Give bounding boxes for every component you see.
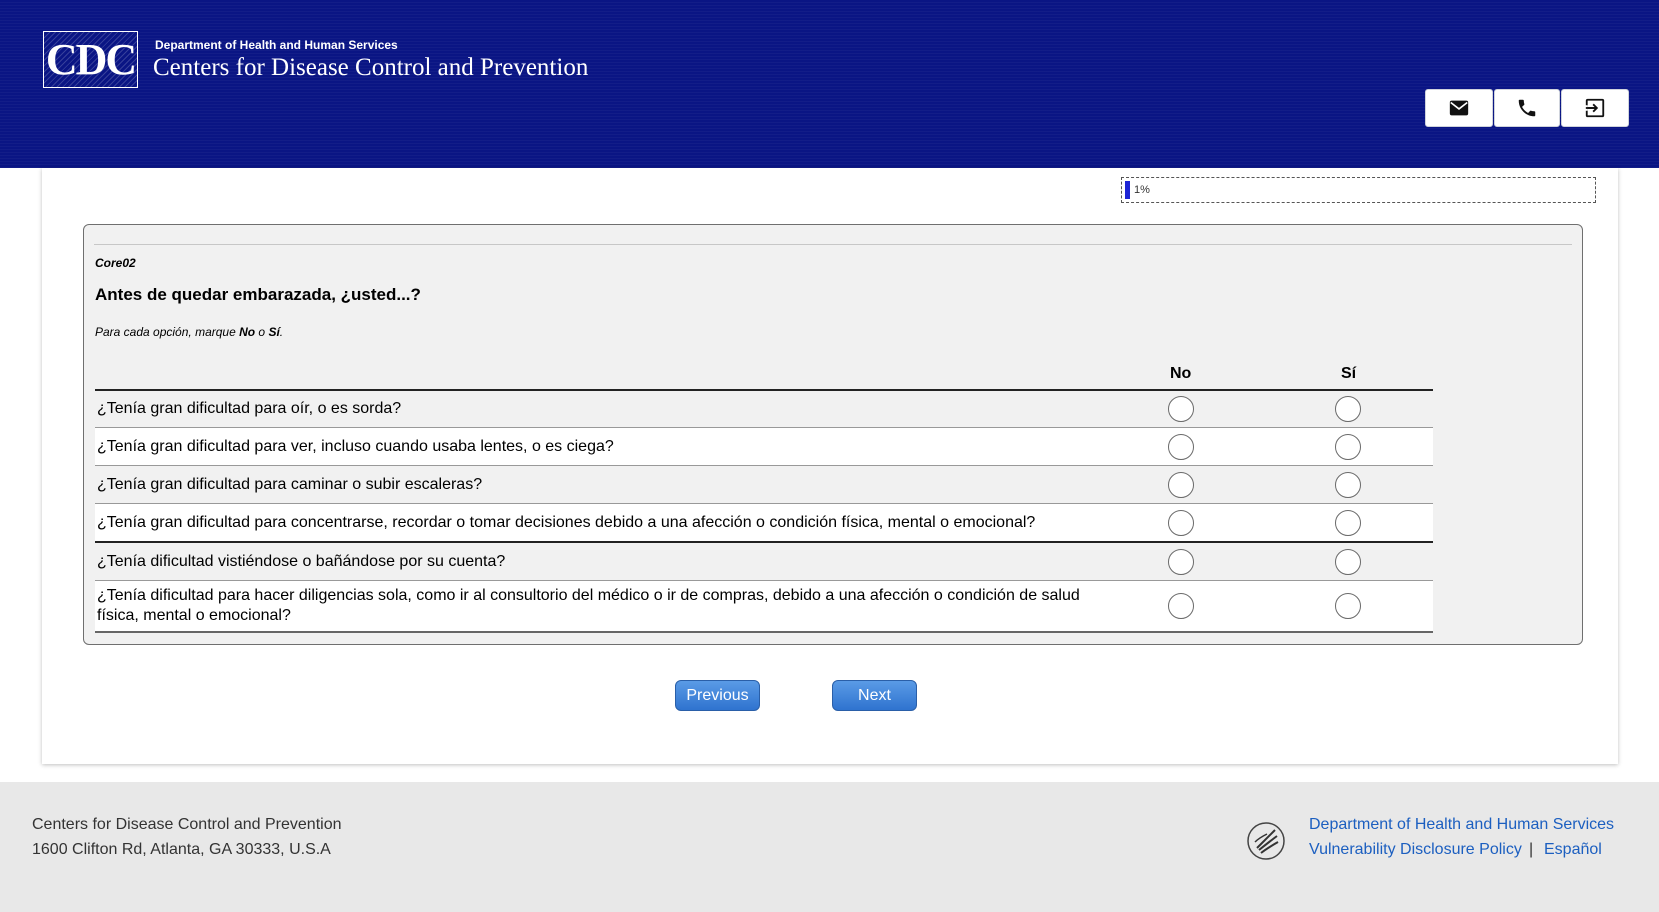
question-panel <box>83 224 1583 645</box>
footer-address: 1600 Clifton Rd, Atlanta, GA 30333, U.S.A <box>32 841 331 858</box>
matrix-row <box>95 503 1433 541</box>
matrix-row <box>95 541 1433 580</box>
department-name: Department of Health and Human Services <box>155 38 398 52</box>
divider <box>94 244 1572 245</box>
footer-separator: | <box>1529 841 1534 858</box>
radio-si[interactable] <box>1335 396 1361 422</box>
question-instruction <box>95 325 283 339</box>
radio-si[interactable] <box>1335 434 1361 460</box>
hhs-eagle-icon[interactable] <box>1245 820 1287 862</box>
matrix-row <box>95 389 1433 427</box>
matrix-row <box>95 465 1433 503</box>
column-header-si: Sí <box>1341 365 1357 382</box>
radio-si[interactable] <box>1335 472 1361 498</box>
instruction-si: Sí <box>268 325 280 339</box>
question-title: Antes de quedar embarazada, ¿usted...? <box>95 285 421 304</box>
site-header <box>0 0 1659 168</box>
progress-bar <box>1121 177 1596 203</box>
matrix-row <box>95 427 1433 465</box>
radio-no[interactable] <box>1168 549 1194 575</box>
previous-button[interactable]: Previous <box>675 680 760 711</box>
vulnerability-disclosure-link[interactable]: Vulnerability Disclosure Policy <box>1309 841 1522 858</box>
question-id: Core02 <box>95 256 136 270</box>
footer-org: Centers for Disease Control and Prevention <box>32 816 342 833</box>
radio-no[interactable] <box>1168 510 1194 536</box>
instruction-no: No <box>239 325 256 339</box>
cdc-logo-text: CDC <box>45 34 136 84</box>
agency-name[interactable]: Centers for Disease Control and Prevention <box>153 54 589 81</box>
question-matrix <box>95 389 1433 633</box>
email-button[interactable] <box>1425 89 1493 127</box>
row-label: ¿Tenía dificultad vistiéndose o bañándose por su cuenta? <box>97 552 506 570</box>
radio-no[interactable] <box>1168 434 1194 460</box>
mail-icon <box>1448 97 1470 119</box>
hhs-link[interactable]: Department of Health and Human Services <box>1309 816 1615 833</box>
phone-button[interactable] <box>1494 89 1560 127</box>
next-button[interactable]: Next <box>832 680 917 711</box>
cdc-logo[interactable] <box>43 31 138 88</box>
phone-icon <box>1516 97 1538 119</box>
row-label: ¿Tenía gran dificultad para ver, incluso cuando usaba lentes, o es ciega? <box>97 437 614 455</box>
row-label: ¿Tenía gran dificultad para oír, o es sorda? <box>97 400 402 417</box>
instruction-text: Para cada opción, marque <box>95 325 240 339</box>
site-footer <box>0 782 1659 912</box>
progress-label: 1% <box>1134 184 1150 196</box>
row-label: ¿Tenía gran dificultad para caminar o subir escaleras? <box>97 475 483 493</box>
radio-no[interactable] <box>1168 472 1194 498</box>
radio-si[interactable] <box>1335 510 1361 536</box>
exit-button[interactable] <box>1561 89 1629 127</box>
matrix-row <box>95 580 1433 633</box>
column-header-no: No <box>1170 365 1192 382</box>
exit-icon <box>1584 97 1606 119</box>
instruction-text: . <box>279 325 284 339</box>
instruction-text: o <box>255 325 269 339</box>
row-label: ¿Tenía gran dificultad para concentrarse, recordar o tomar decisiones debido a una afección o condición física, mental o emocional? <box>97 513 1036 531</box>
radio-no[interactable] <box>1168 396 1194 422</box>
radio-si[interactable] <box>1335 549 1361 575</box>
row-label: ¿Tenía dificultad para hacer diligencias sola, como ir al consultorio del médico o ir de compras, debido a una afección o condición de salud física, mental o emocional? <box>97 587 1080 624</box>
radio-no[interactable] <box>1168 593 1194 619</box>
espanol-link[interactable]: Español <box>1544 841 1602 858</box>
progress-fill <box>1125 181 1130 199</box>
radio-si[interactable] <box>1335 593 1361 619</box>
